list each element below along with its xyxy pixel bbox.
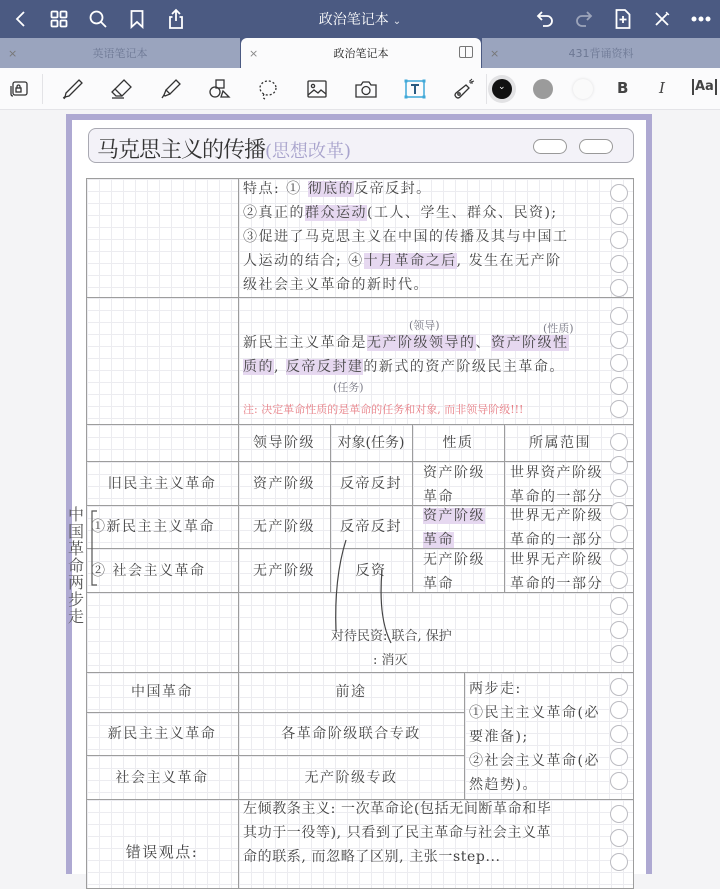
features-cell — [238, 178, 634, 299]
checkbox-circle[interactable] — [610, 255, 628, 273]
checkbox-circle[interactable] — [610, 502, 628, 520]
errors-cell — [238, 799, 634, 889]
text: 左倾教条主义: 一次革命论(包括无间断革命和毕 — [243, 801, 552, 817]
definition-line-1 — [243, 331, 569, 355]
title-tag-pill-1[interactable] — [533, 139, 567, 154]
text: ②真正的 — [243, 205, 305, 221]
title-tag-pill-2[interactable] — [579, 139, 613, 154]
attitude-label-cell — [86, 592, 240, 674]
definition-label-cell — [86, 297, 240, 426]
close-tab-icon[interactable]: × — [249, 46, 259, 60]
text: ②社会主义革命(必 — [469, 753, 600, 769]
row-label: 社会主义革命 — [115, 770, 209, 786]
page-subtitle: (思想改革) — [265, 141, 352, 162]
future-row-label — [86, 755, 240, 801]
checkbox-circle[interactable] — [610, 433, 628, 451]
errors-label-cell — [86, 799, 240, 889]
text: 特点: ① — [243, 181, 308, 197]
checkbox-circle[interactable] — [610, 853, 628, 871]
compare-cell — [330, 461, 414, 507]
compare-header-empty — [86, 424, 240, 463]
text-style-button[interactable]: Aa — [692, 79, 717, 95]
chevron-down-icon: ⌄ — [498, 82, 506, 92]
future-header-cell — [238, 672, 466, 714]
text: 人运动的结合; ④ — [243, 253, 364, 269]
text: 然趋势)。 — [469, 777, 538, 793]
color-swatch-white[interactable] — [573, 79, 593, 99]
checkbox-circle[interactable] — [610, 829, 628, 847]
close-tab-icon[interactable]: × — [490, 46, 500, 60]
notebook-title-text: 政治笔记本 — [318, 12, 389, 28]
cell-text: 无产阶级 — [253, 519, 315, 535]
red-warning-note: 注: 决定革命性质的是革命的任务和对象, 而非领导阶级!!! — [243, 403, 524, 416]
cell-text: 各革命阶级联合专政 — [281, 726, 421, 742]
checkbox-circle[interactable] — [610, 525, 628, 543]
highlighter-tool-icon[interactable] — [158, 77, 184, 101]
checkbox-circle[interactable] — [610, 307, 628, 325]
bold-button[interactable]: B — [617, 79, 629, 97]
tab-label: 431背诵资料 — [568, 47, 634, 60]
checkbox-circle[interactable] — [610, 748, 628, 766]
features-label-cell — [86, 178, 240, 299]
highlight: 彻底的 — [307, 181, 355, 197]
future-header-cell — [86, 672, 240, 714]
italic-button[interactable]: I — [659, 79, 665, 97]
checkbox-circle[interactable] — [610, 597, 628, 615]
text: , — [274, 359, 286, 375]
search-icon[interactable] — [85, 6, 111, 32]
add-page-icon[interactable] — [610, 6, 636, 32]
image-tool-icon[interactable] — [304, 77, 330, 101]
highlight: 质的 — [243, 359, 274, 375]
two-step-text — [469, 677, 600, 797]
row-label: 旧民主主义革命 — [107, 476, 217, 492]
tab-label: 政治笔记本 — [333, 47, 389, 60]
cell-text: 无产阶级专政 — [304, 770, 398, 786]
compare-row-label — [86, 548, 240, 594]
definition-cell — [238, 297, 634, 426]
checkbox-circle[interactable] — [610, 571, 628, 589]
tab-431-materials[interactable] — [482, 38, 720, 68]
checkbox-circle[interactable] — [610, 184, 628, 202]
text: ③促进了马克思主义在中国的传播及其与中国工 — [243, 229, 569, 245]
tab-english-notebook[interactable] — [0, 38, 240, 68]
checkbox-circle[interactable] — [610, 279, 628, 297]
notebook-title-dropdown[interactable] — [319, 12, 401, 28]
drawing-toolbar — [0, 68, 720, 110]
laser-pointer-icon[interactable] — [451, 77, 477, 101]
text: 其功于一役等), 只看到了民主革命与社会主义革 — [243, 825, 552, 841]
annotation-task: (任务) — [333, 381, 364, 394]
row-label: 新民主主义革命 — [107, 726, 217, 742]
tab-bar — [0, 38, 720, 68]
row-label: ② 社会主义革命 — [91, 563, 206, 579]
text: 的新式的资产阶级民主革命。 — [363, 359, 565, 375]
tab-label: 英语笔记本 — [92, 47, 148, 60]
close-tab-icon[interactable]: × — [8, 46, 18, 60]
canvas-workspace[interactable] — [0, 111, 720, 865]
highlight: 群众运动 — [305, 205, 367, 221]
text: 要准备); — [469, 729, 529, 745]
cell-text: 无产阶级 — [253, 563, 315, 579]
highlight: 反帝反封建 — [285, 359, 364, 375]
highlight: 无产阶级领导的 — [367, 335, 476, 351]
text: (工人、学生、群众、民资); — [367, 205, 558, 221]
compare-cell — [412, 461, 506, 507]
checkbox-circle[interactable] — [610, 207, 628, 225]
cell-text: 反帝反封 — [340, 519, 402, 535]
checkbox-circle[interactable] — [610, 645, 628, 663]
color-swatch-black[interactable] — [492, 79, 512, 99]
header-text: 中国革命 — [131, 684, 193, 700]
compare-row-label — [86, 461, 240, 507]
checkbox-circle[interactable] — [610, 354, 628, 372]
checkbox-circle[interactable] — [610, 331, 628, 349]
cell-text — [423, 504, 497, 552]
cell-text: 世界资产阶级革命的一部分 — [510, 465, 603, 505]
compare-header-cell — [412, 424, 506, 463]
header-text: 所属范围 — [529, 435, 591, 451]
side-vertical-label: 中国革命两步走 — [68, 505, 85, 626]
text: 命的联系, 而忽略了区别, 主张一step... — [243, 849, 501, 865]
more-icon[interactable] — [688, 6, 714, 32]
cell-text: 世界无产阶级革命的一部分 — [510, 508, 603, 548]
features-text — [243, 177, 569, 297]
close-tool-icon[interactable] — [649, 6, 675, 32]
row-label: ①新民主主义革命 — [91, 519, 215, 535]
share-icon[interactable] — [163, 6, 189, 32]
compare-header-cell — [330, 424, 414, 463]
lasso-tool-icon[interactable] — [255, 77, 281, 101]
checkbox-circle[interactable] — [610, 805, 628, 823]
compare-cell — [238, 548, 332, 594]
compare-cell — [238, 461, 332, 507]
text: ①民主主义革命(必 — [469, 705, 600, 721]
read-only-toggle-icon[interactable] — [6, 77, 32, 101]
cell-text: 世界无产阶级革命的一部分 — [510, 552, 603, 592]
future-row-label — [86, 712, 240, 757]
checkbox-circle[interactable] — [610, 621, 628, 639]
page-title — [97, 133, 351, 164]
compare-row-label — [86, 505, 240, 550]
text-tool-icon[interactable] — [402, 77, 428, 101]
header-text: 领导阶级 — [253, 435, 315, 451]
top-navigation-bar — [0, 0, 720, 38]
attitude-cell — [238, 592, 634, 674]
compare-cell — [238, 505, 332, 550]
header-text: 性质 — [442, 435, 474, 451]
future-cell — [238, 712, 466, 757]
compare-cell — [412, 548, 506, 594]
attitude-text-1: 对待民资: 联合, 保护 — [331, 629, 452, 644]
checkbox-circle[interactable] — [610, 772, 628, 790]
checkbox-circle[interactable] — [610, 479, 628, 497]
checkbox-circle[interactable] — [610, 456, 628, 474]
highlight: 资产阶级性 — [491, 335, 569, 351]
cell-text: 资产阶级 — [253, 476, 315, 492]
bracket-icon — [89, 510, 99, 586]
two-step-cell — [464, 672, 634, 801]
camera-tool-icon[interactable] — [353, 77, 379, 101]
shapes-tool-icon[interactable] — [206, 77, 232, 101]
chevron-down-icon: ⌄ — [392, 16, 402, 27]
text: 、 — [475, 335, 491, 351]
grid-icon[interactable] — [46, 6, 72, 32]
pen-tool-icon[interactable] — [60, 77, 86, 101]
notebook-page[interactable] — [66, 114, 652, 874]
eraser-tool-icon[interactable] — [109, 77, 135, 101]
checkbox-circle[interactable] — [610, 400, 628, 418]
tab-politics-notebook[interactable] — [241, 38, 481, 68]
definition-line-2 — [243, 355, 565, 379]
attitude-text-2: : 消灭 — [373, 653, 408, 668]
bookmark-icon[interactable] — [124, 6, 150, 32]
toolbar-divider — [42, 74, 43, 104]
checkbox-circle[interactable] — [610, 678, 628, 696]
notes-table — [68, 178, 634, 878]
cell-text: 无产阶级革命 — [423, 552, 485, 592]
redo-icon[interactable] — [571, 6, 597, 32]
future-cell — [238, 755, 466, 801]
errors-text — [243, 797, 551, 869]
compare-header-cell — [238, 424, 332, 463]
split-view-icon[interactable] — [459, 46, 473, 58]
text: 反帝反封。 — [354, 181, 432, 197]
checkbox-circle[interactable] — [610, 377, 628, 395]
annotation-leader: (领导) — [409, 319, 440, 332]
toolbar-divider — [486, 74, 487, 104]
header-text: 前途 — [335, 684, 367, 700]
back-icon[interactable] — [8, 6, 34, 32]
text: 新民主主义革命是 — [243, 335, 367, 351]
highlight: 资产阶级革命 — [423, 508, 485, 548]
cell-text: 反资 — [355, 563, 387, 579]
page-title-text: 马克思主义的传播 — [97, 138, 266, 163]
cell-text: 反帝反封 — [340, 476, 402, 492]
color-swatch-gray[interactable] — [533, 79, 553, 99]
checkbox-circle[interactable] — [610, 701, 628, 719]
compare-cell — [412, 505, 506, 550]
highlight: 十月革命之后 — [363, 253, 457, 269]
header-text: 对象(任务) — [337, 435, 405, 451]
connector-lines — [326, 538, 426, 668]
errors-label: 错误观点: — [125, 843, 199, 861]
checkbox-circle[interactable] — [610, 231, 628, 249]
text: 两步走: — [469, 681, 522, 697]
checkbox-circle[interactable] — [610, 725, 628, 743]
text: , 发生在无产阶 — [456, 253, 562, 269]
text: 级社会主义革命的新时代。 — [243, 277, 429, 293]
checkbox-circle[interactable] — [610, 548, 628, 566]
annotation-nature: (性质) — [543, 322, 574, 335]
page-title-box — [88, 128, 634, 163]
cell-text: 资产阶级革命 — [423, 465, 485, 505]
undo-icon[interactable] — [532, 6, 558, 32]
